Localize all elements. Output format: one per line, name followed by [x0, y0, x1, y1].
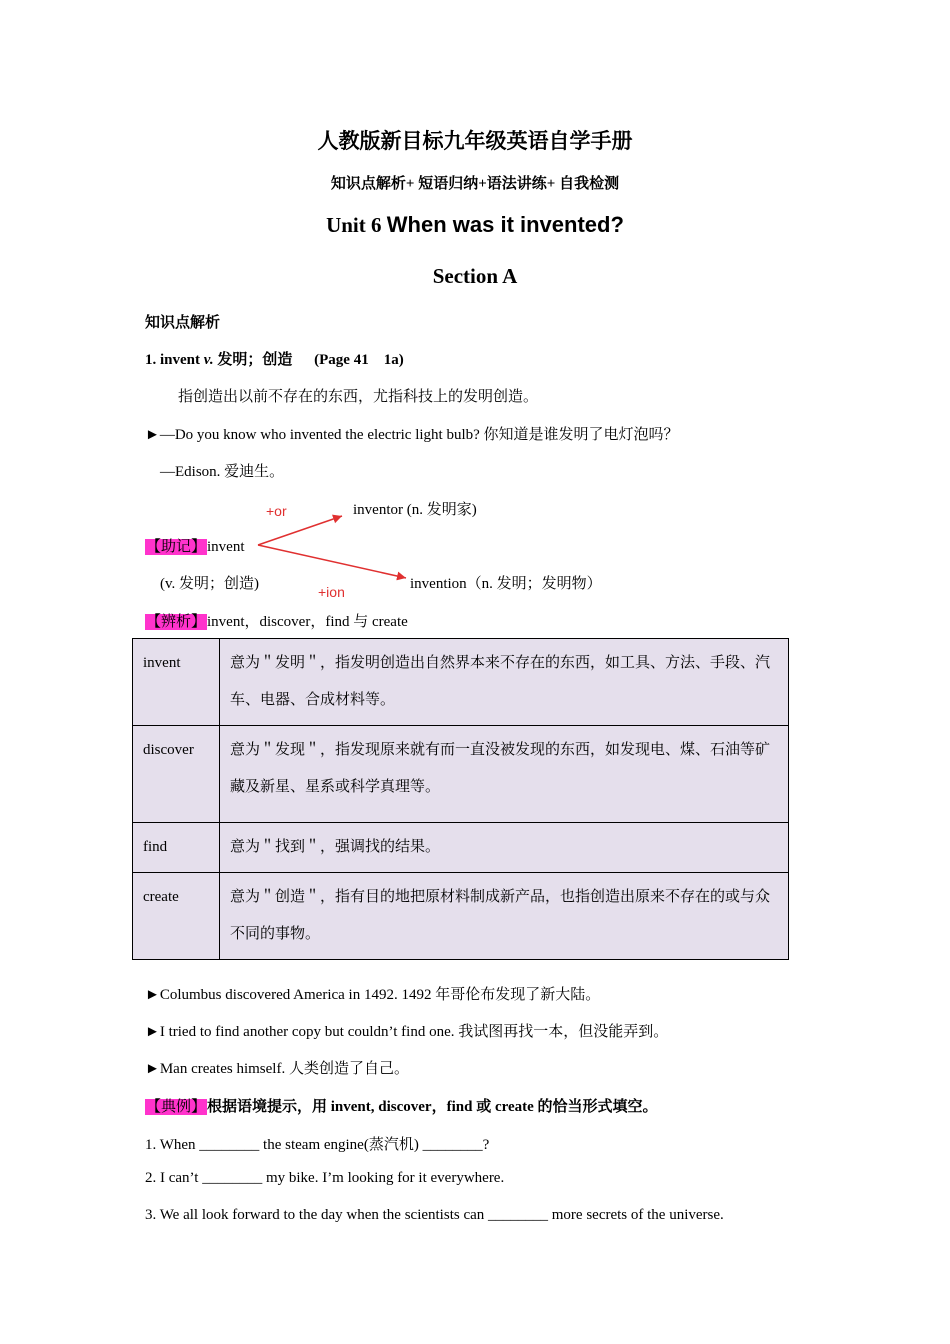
- exercise-question-2: 2. I can’t ________ my bike. I’m looking for it everywhere.: [145, 1170, 505, 1186]
- table-word-cell: discover: [133, 726, 220, 823]
- table-row: [133, 726, 789, 823]
- suffix-or-label: +or: [266, 503, 287, 519]
- table-word-cell: create: [133, 873, 220, 960]
- table-desc-cell: 意为＂创造＂，指有目的地把原材料制成新产品，也指创造出原来不存在的或与众不同的事物。: [220, 873, 789, 960]
- memo-tag: 【助记】: [146, 539, 207, 555]
- document-title: 人教版新目标九年级英语自学手册: [317, 129, 633, 153]
- arrow-to-invention: [258, 545, 406, 578]
- example-question: ►—Do you know who invented the electric light bulb? 你知道是谁发明了电灯泡吗？: [145, 427, 679, 443]
- analysis-tag: 【辨析】: [146, 614, 207, 630]
- item-1-page-ref: (Page 41 1a): [314, 352, 404, 368]
- example-sentence: ►Columbus discovered America in 1492. 1492 年哥伦布发现了新大陆。: [145, 987, 601, 1003]
- knowledge-heading: 知识点解析: [145, 315, 221, 331]
- memo-word: invent: [207, 539, 245, 555]
- comparison-table: [132, 638, 789, 960]
- arrow-to-inventor: [258, 516, 342, 545]
- analysis-line: [145, 610, 408, 631]
- invent-pos-note: (v. 发明；创造): [160, 576, 260, 592]
- item-1-heading: [145, 348, 404, 369]
- table-desc-cell: 意为＂发明＂，指发明创造出自然界本来不存在的东西，如工具、方法、手段、汽车、电器、合成材料等。: [220, 639, 789, 726]
- inventor-entry: inventor (n. 发明家): [353, 502, 477, 518]
- exercise-instruction: 根据语境提示，用 invent, discover，find 或 create 的恰当形式填空。: [207, 1099, 658, 1115]
- exercise-question-3: 3. We all look forward to the day when the scientists can ________ more secrets of the universe.: [145, 1207, 724, 1223]
- exercise-tag: 【典例】: [146, 1099, 207, 1115]
- table-word-cell: find: [133, 823, 220, 873]
- example-sentence: ►Man creates himself. 人类创造了自己。: [145, 1061, 409, 1077]
- table-row: [133, 639, 789, 726]
- unit-prefix: Unit 6: [326, 213, 382, 237]
- unit-heading: [0, 212, 950, 238]
- example-answer: —Edison. 爱迪生。: [160, 464, 285, 480]
- exercise-heading: [145, 1095, 658, 1116]
- unit-title: When was it invented?: [386, 212, 624, 237]
- example-sentence: ►I tried to find another copy but couldn’t find one. 我试图再找一本，但没能弄到。: [145, 1024, 669, 1040]
- table-row: [133, 823, 789, 873]
- item-1-meaning: 发明；创造: [217, 352, 293, 368]
- section-heading: Section A: [432, 264, 518, 288]
- item-1-pos: v.: [203, 352, 214, 368]
- exercise-question-1: 1. When ________ the steam engine(蒸汽机) ________?: [145, 1137, 490, 1153]
- table-row: [133, 873, 789, 960]
- table-desc-cell: 意为＂找到＂，强调找的结果。: [220, 823, 789, 873]
- item-1-word: 1. invent: [145, 352, 201, 368]
- table-word-cell: invent: [133, 639, 220, 726]
- document-subtitle: 知识点解析+ 短语归纳+语法讲练+ 自我检测: [330, 176, 620, 192]
- memo-arrows: [250, 505, 420, 590]
- table-desc-cell: 意为＂发现＂，指发现原来就有而一直没被发现的东西，如发现电、煤、石油等矿藏及新星、星系或科学真理等。: [220, 726, 789, 823]
- analysis-text: invent，discover，find 与 create: [207, 614, 408, 630]
- suffix-ion-label: +ion: [318, 584, 345, 598]
- memo-line: [145, 535, 245, 556]
- invention-entry: invention（n. 发明；发明物）: [410, 576, 602, 592]
- invent-description: 指创造出以前不存在的东西，尤指科技上的发明创造。: [178, 389, 539, 405]
